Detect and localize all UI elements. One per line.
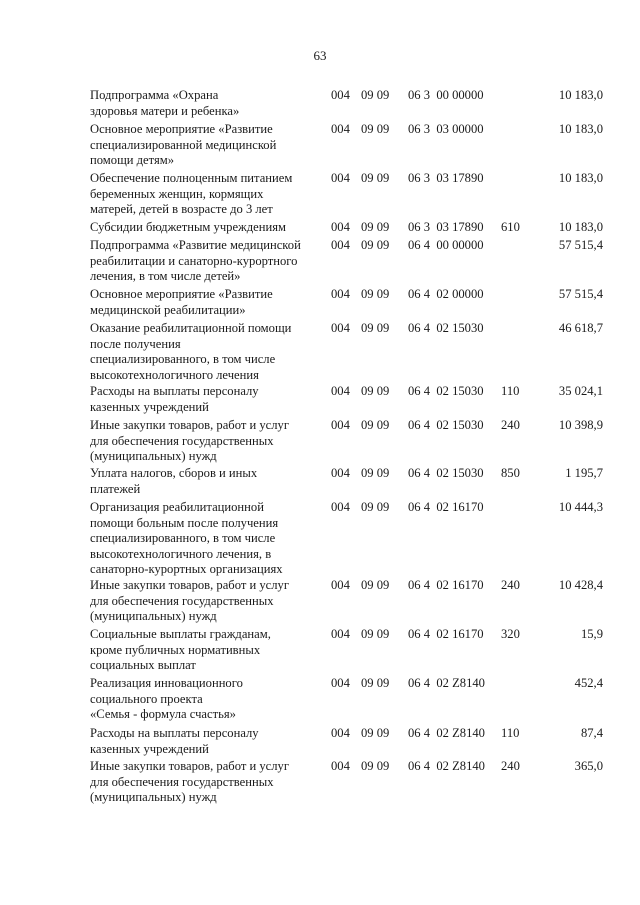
row-description: Расходы на выплаты персоналу казенных учреждений — [90, 726, 259, 756]
ministry-code: 004 — [331, 171, 350, 185]
amount: 365,0 — [574, 759, 603, 773]
row-description: Подпрограмма «Развитие медицинской реабилитации и санаторно-курортного лечения, в том числе детей» — [90, 238, 301, 284]
amount: 10 183,0 — [558, 171, 603, 185]
target-article-code: 06 4 02 00000 — [408, 287, 484, 301]
row-description: Подпрограмма «Охрана здоровья матери и ребенка» — [90, 88, 240, 118]
amount: 35 024,1 — [558, 384, 603, 398]
expense-type-code: 610 — [501, 220, 520, 234]
section-code: 09 09 — [361, 122, 390, 136]
target-article-code: 06 4 02 Z8140 — [408, 676, 485, 690]
ministry-code: 004 — [331, 287, 350, 301]
section-code: 09 09 — [361, 676, 390, 690]
row-description: Иные закупки товаров, работ и услуг для обеспечения государственных (муниципальных) нужд — [90, 418, 290, 464]
section-code: 09 09 — [361, 578, 390, 592]
target-article-code: 06 4 02 16170 — [408, 500, 484, 514]
row-description: Иные закупки товаров, работ и услуг для обеспечения государственных (муниципальных) нужд — [90, 759, 290, 805]
amount: 452,4 — [574, 676, 603, 690]
ministry-code: 004 — [331, 321, 350, 335]
amount: 57 515,4 — [558, 287, 603, 301]
row-description: Иные закупки товаров, работ и услуг для обеспечения государственных (муниципальных) нужд — [90, 578, 290, 624]
row-description: Расходы на выплаты персоналу казенных учреждений — [90, 384, 259, 414]
section-code: 09 09 — [361, 500, 390, 514]
amount: 57 515,4 — [558, 238, 603, 252]
row-description: Основное мероприятие «Развитие медицинской реабилитации» — [90, 287, 273, 317]
amount: 10 183,0 — [558, 122, 603, 136]
amount: 10 428,4 — [558, 578, 603, 592]
amount: 87,4 — [580, 726, 603, 740]
expense-type-code: 240 — [501, 418, 520, 432]
page-number: 63 — [313, 48, 327, 63]
target-article-code: 06 4 02 Z8140 — [408, 759, 485, 773]
amount: 46 618,7 — [558, 321, 603, 335]
row-description: Основное мероприятие «Развитие специализированной медицинской помощи детям» — [90, 122, 277, 168]
section-code: 09 09 — [361, 321, 390, 335]
row-description: Обеспечение полноценным питанием беременных женщин, кормящих матерей, детей в возрасте до 3 лет — [90, 171, 293, 217]
ministry-code: 004 — [331, 418, 350, 432]
amount: 10 183,0 — [558, 220, 603, 234]
target-article-code: 06 3 03 17890 — [408, 220, 484, 234]
section-code: 09 09 — [361, 627, 390, 641]
section-code: 09 09 — [361, 418, 390, 432]
ministry-code: 004 — [331, 122, 350, 136]
ministry-code: 004 — [331, 500, 350, 514]
target-article-code: 06 4 02 15030 — [408, 384, 484, 398]
amount: 10 398,9 — [558, 418, 603, 432]
expense-type-code: 850 — [501, 466, 520, 480]
row-description: Социальные выплаты гражданам, кроме публичных нормативных социальных выплат — [90, 627, 271, 673]
target-article-code: 06 4 02 16170 — [408, 627, 484, 641]
row-description: Организация реабилитационной помощи больным после получения специализированного, в том числе высокотехнологичного лечения, в санаторно-курортных организациях — [90, 500, 283, 577]
section-code: 09 09 — [361, 220, 390, 234]
ministry-code: 004 — [331, 726, 350, 740]
row-description: Субсидии бюджетным учреждениям — [90, 220, 286, 234]
ministry-code: 004 — [331, 759, 350, 773]
target-article-code: 06 3 03 17890 — [408, 171, 484, 185]
target-article-code: 06 4 02 16170 — [408, 578, 484, 592]
ministry-code: 004 — [331, 676, 350, 690]
ministry-code: 004 — [331, 578, 350, 592]
section-code: 09 09 — [361, 466, 390, 480]
ministry-code: 004 — [331, 220, 350, 234]
expense-type-code: 110 — [501, 726, 520, 740]
expense-type-code: 110 — [501, 384, 520, 398]
amount: 10 444,3 — [558, 500, 603, 514]
row-description: Оказание реабилитационной помощи после получения специализированного, в том числе высокотехнологичного лечения — [90, 321, 292, 382]
expense-type-code: 320 — [501, 627, 520, 641]
amount: 1 195,7 — [565, 466, 603, 480]
target-article-code: 06 4 02 15030 — [408, 466, 484, 480]
ministry-code: 004 — [331, 238, 350, 252]
ministry-code: 004 — [331, 88, 350, 102]
row-description: Реализация инновационного социального проекта «Семья - формула счастья» — [90, 676, 243, 722]
target-article-code: 06 4 02 15030 — [408, 321, 484, 335]
target-article-code: 06 3 00 00000 — [408, 88, 484, 102]
target-article-code: 06 4 02 15030 — [408, 418, 484, 432]
ministry-code: 004 — [331, 384, 350, 398]
target-article-code: 06 4 02 Z8140 — [408, 726, 485, 740]
target-article-code: 06 3 03 00000 — [408, 122, 484, 136]
ministry-code: 004 — [331, 627, 350, 641]
section-code: 09 09 — [361, 759, 390, 773]
expense-type-code: 240 — [501, 759, 520, 773]
section-code: 09 09 — [361, 171, 390, 185]
expense-type-code: 240 — [501, 578, 520, 592]
row-description: Уплата налогов, сборов и иных платежей — [90, 466, 258, 496]
ministry-code: 004 — [331, 466, 350, 480]
section-code: 09 09 — [361, 384, 390, 398]
amount: 10 183,0 — [558, 88, 603, 102]
section-code: 09 09 — [361, 726, 390, 740]
amount: 15,9 — [580, 627, 603, 641]
target-article-code: 06 4 00 00000 — [408, 238, 484, 252]
section-code: 09 09 — [361, 287, 390, 301]
section-code: 09 09 — [361, 88, 390, 102]
section-code: 09 09 — [361, 238, 390, 252]
